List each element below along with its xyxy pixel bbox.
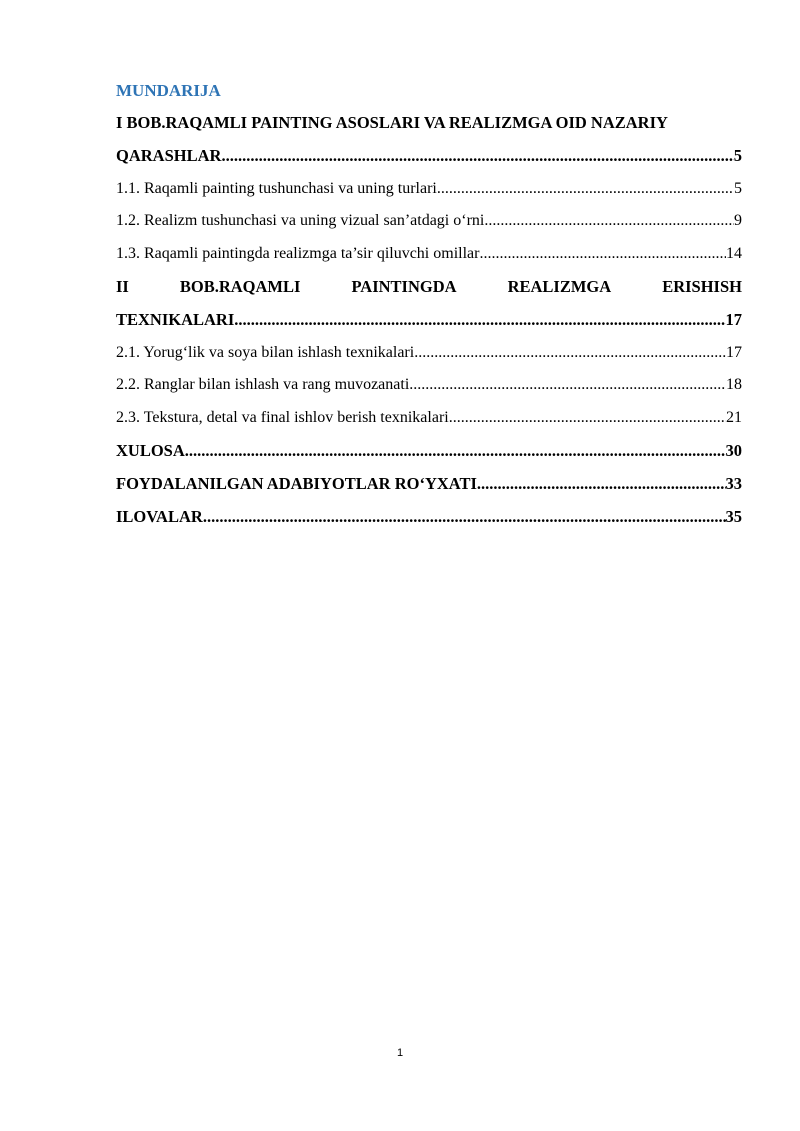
page-ref: 5	[733, 145, 742, 165]
page-ref: 9	[734, 212, 742, 230]
chapter-2-word: II	[116, 276, 129, 296]
dot-leader	[409, 369, 726, 402]
page-ref: 5	[734, 179, 742, 197]
ending-title: XULOSA	[116, 440, 185, 460]
page-ref: 35	[725, 506, 742, 526]
toc-entry-2-2[interactable]	[116, 369, 742, 402]
dot-leader	[449, 402, 726, 435]
ending-title: ILOVALAR	[116, 506, 203, 526]
page-ref: 18	[726, 376, 742, 394]
section-title: 1.1. Raqamli painting tushunchasi va uning turlari	[116, 179, 437, 197]
chapter-2-word: ERISHISH	[662, 276, 742, 296]
page-number: 1	[396, 1047, 404, 1059]
dot-leader	[185, 435, 726, 468]
page-ref: 30	[725, 440, 742, 460]
toc-entry-chapter-2[interactable]	[116, 304, 742, 337]
toc-entry-ilovalar[interactable]	[116, 501, 742, 534]
dot-leader	[484, 205, 734, 238]
toc-entry-adabiyotlar[interactable]	[116, 468, 742, 501]
dot-leader	[234, 304, 725, 337]
toc-entry-1-3[interactable]	[116, 238, 742, 271]
dot-leader	[477, 468, 726, 501]
page-ref: 14	[726, 245, 742, 263]
ending-title: FOYDALANILGAN ADABIYOTLAR RO‘YXATI	[116, 473, 477, 493]
table-of-contents	[116, 74, 742, 533]
chapter-1-title-line1	[116, 107, 742, 140]
page-ref: 33	[725, 473, 742, 493]
toc-heading: MUNDARIJA	[116, 81, 221, 100]
chapter-1-title-text: I BOB.RAQAMLI PAINTING ASOSLARI VA REALIZMGA OID NAZARIY	[116, 113, 668, 132]
chapter-2-word: REALIZMGA	[507, 276, 612, 296]
dot-leader	[203, 501, 726, 534]
dot-leader	[414, 337, 726, 370]
dot-leader	[221, 140, 733, 173]
chapter-2-title-line1	[116, 271, 742, 304]
toc-entry-xulosa[interactable]	[116, 435, 742, 468]
chapter-2-word: PAINTINGDA	[351, 276, 457, 296]
toc-entry-2-3[interactable]	[116, 402, 742, 435]
page-ref: 21	[726, 409, 742, 427]
section-title: 1.2. Realizm tushunchasi va uning vizual san’atdagi o‘rni	[116, 212, 485, 230]
section-title: 2.3. Tekstura, detal va final ishlov berish texnikalari	[116, 409, 449, 427]
page-ref: 17	[726, 343, 742, 361]
section-title: 1.3. Raqamli paintingda realizmga ta’sir qiluvchi omillar	[116, 245, 480, 263]
page-ref: 17	[725, 309, 742, 329]
dot-leader	[437, 173, 734, 206]
chapter-2-word: BOB.RAQAMLI	[179, 276, 301, 296]
toc-entry-2-1[interactable]	[116, 337, 742, 370]
toc-entry-chapter-1[interactable]	[116, 140, 742, 173]
toc-entry-1-2[interactable]	[116, 205, 742, 238]
section-title: 2.2. Ranglar bilan ishlash va rang muvozanati	[116, 376, 410, 394]
toc-entry-1-1[interactable]	[116, 173, 742, 206]
dot-leader	[479, 238, 726, 271]
chapter-1-title-cont: QARASHLAR	[116, 145, 222, 165]
chapter-2-title-cont: TEXNIKALARI	[116, 309, 235, 329]
section-title: 2.1. Yorug‘lik va soya bilan ishlash texnikalari	[116, 343, 415, 361]
